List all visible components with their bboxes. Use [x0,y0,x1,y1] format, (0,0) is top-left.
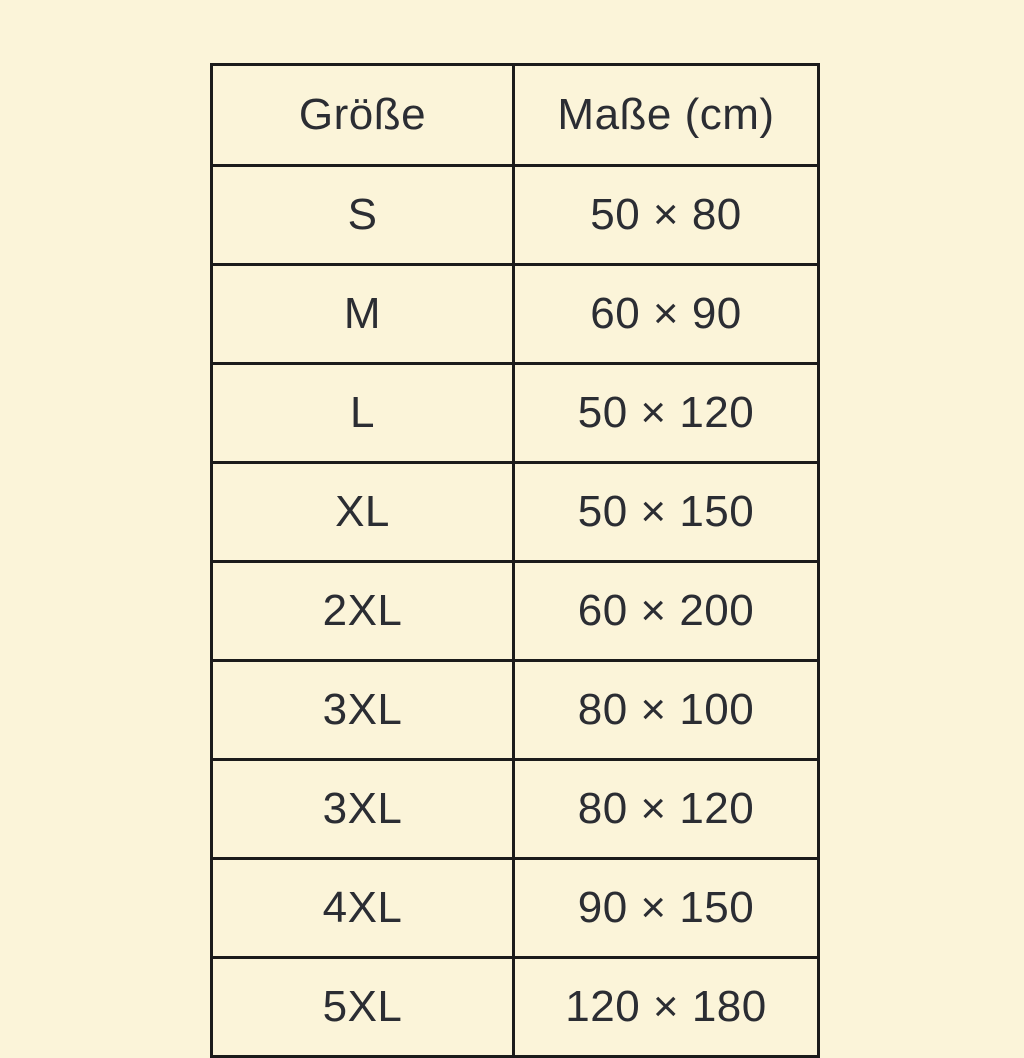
size-cell: 3XL [212,760,514,859]
size-cell: XL [212,463,514,562]
header-row [212,65,819,166]
table-row [212,364,819,463]
table-row [212,859,819,958]
size-cell: 5XL [212,958,514,1057]
table-row [212,166,819,265]
size-cell: S [212,166,514,265]
table-row [212,958,819,1057]
dimensions-cell: 60 × 90 [514,265,819,364]
dimensions-cell: 80 × 120 [514,760,819,859]
column-header-masse: Maße (cm) [514,65,819,166]
dimensions-cell: 90 × 150 [514,859,819,958]
size-cell: 2XL [212,562,514,661]
size-cell: 3XL [212,661,514,760]
table-row [212,463,819,562]
table-row [212,562,819,661]
dimensions-cell: 50 × 80 [514,166,819,265]
size-table [210,63,820,1058]
dimensions-cell: 50 × 150 [514,463,819,562]
dimensions-cell: 60 × 200 [514,562,819,661]
size-table-header [212,65,819,166]
dimensions-cell: 50 × 120 [514,364,819,463]
size-table-body [212,166,819,1057]
dimensions-cell: 120 × 180 [514,958,819,1057]
table-row [212,760,819,859]
column-header-groesse: Größe [212,65,514,166]
table-row [212,265,819,364]
size-cell: 4XL [212,859,514,958]
size-cell: M [212,265,514,364]
size-cell: L [212,364,514,463]
table-row [212,661,819,760]
dimensions-cell: 80 × 100 [514,661,819,760]
